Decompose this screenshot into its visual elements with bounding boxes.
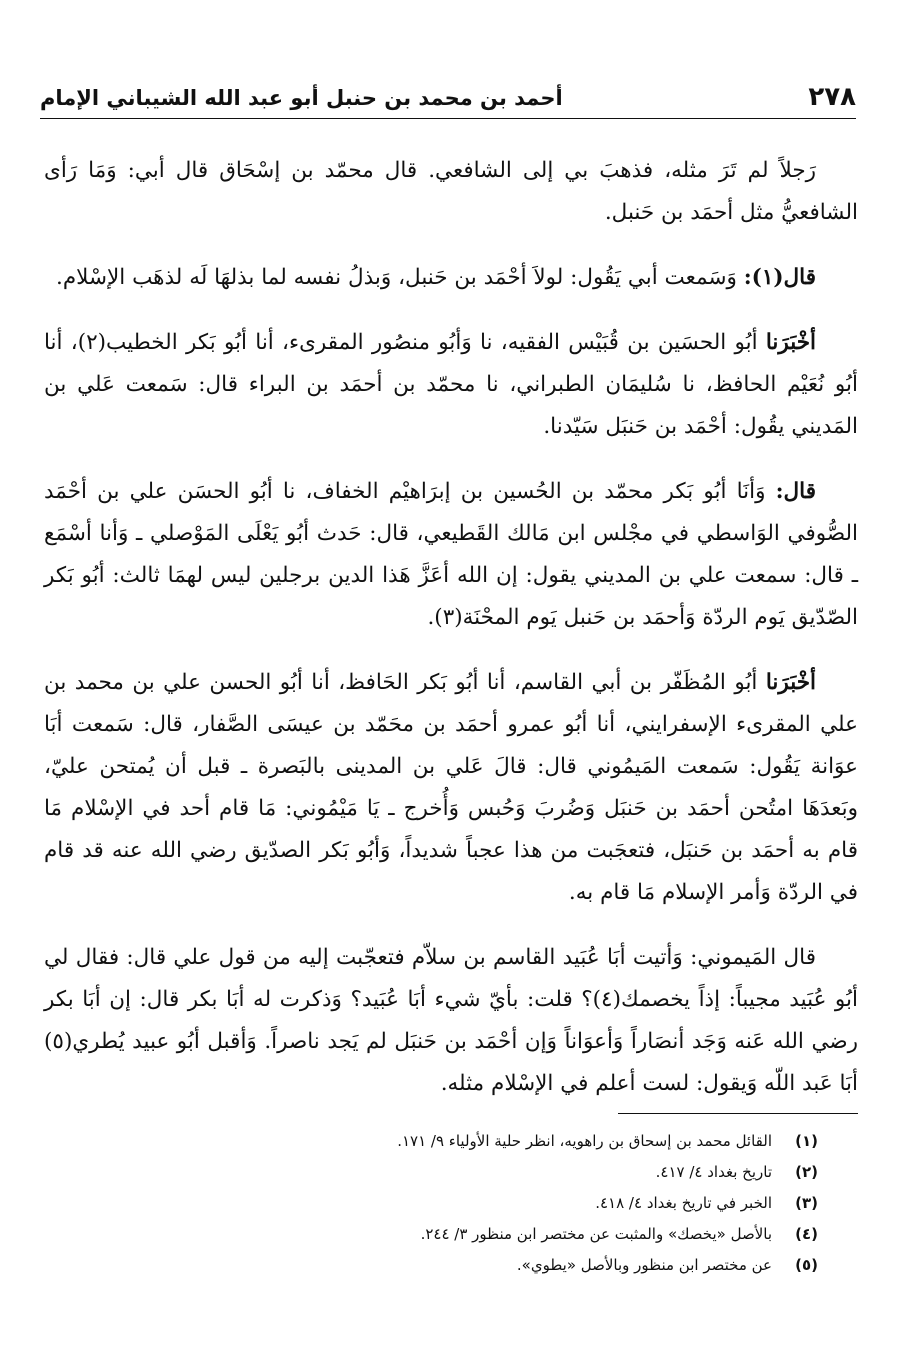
footnote-text: القائل محمد بن إسحاق بن راهويه، انظر حلية الأولياء ٩/ ١٧١. [397, 1132, 772, 1150]
paragraph [44, 150, 858, 234]
footnote [60, 1188, 818, 1219]
footnote [60, 1157, 818, 1188]
footnote-text: تاريخ بغداد ٤/ ٤١٧. [655, 1163, 772, 1181]
footnote-text: بالأصل «يخصك» والمثبت عن مختصر ابن منظور ٣/ ٢٤٤. [420, 1225, 772, 1243]
paragraph-text: وَسَمعت أبي يَقُول: لولاَ أحْمَد بن حَنبل، وَبذلُ نفسه لما بذلهَا لَه لذهَب الإسْلام. [56, 265, 737, 290]
paragraph-text: أبُو المُظَفّر بن أبي القاسم، أنا أبُو بَكر الحَافظ، أنا أبُو الحسن علي بن محمد بن علي المقرىء الإسفرايني، أنا أبُو عمرو أحمَد بن محَمّد بن عيسَى الصَّفار، قال: سَمعت أبَا عوَانة يَقُول: سَمعت المَيمُوني قال: قالَ عَلي بن المدينى بالبَصرة ـ قبل أن يُمتحن عليّ، وبَعدَهَا امتُحن أحمَد بن حَنبَل وَضُربَ وَحُبس وَأُخرج ـ يَا مَيْمُوني: مَا قام أحد في الإسْلام مَا قام به أحمَد بن حَنبَل، فتعجَبت من هذا عجباً شديداً، وَأبُو بَكر الصدّيق رضي الله عنه قد قام في الردّة وَأمر الإسلام مَا قام به. [44, 670, 858, 905]
paragraph-text: رَجلاً لم تَرَ مثله، فذهبَ بي إلى الشافعي. قال محمّد بن إسْحَاق قال أبي: وَمَا رَأى الشافعيُّ مثل أحمَد بن حَنبل. [44, 158, 858, 225]
footnote [60, 1126, 818, 1157]
paragraph [44, 937, 858, 1105]
main-text [44, 150, 858, 1128]
paragraph [44, 471, 858, 639]
footnote-text: الخبر في تاريخ بغداد ٤/ ٤١٨. [595, 1194, 772, 1212]
paragraph [44, 257, 858, 299]
footnote-number: (٥) [795, 1256, 818, 1274]
paragraph-text: وَأنَا أبُو بَكر محمّد بن الحُسين بن إبرَاهيْم الخفاف، نا أبُو الحسَن علي بن أحْمَد الصُّوفي الوَاسطي في مجْلس ابن مَالك القَطيعي، قال: حَدث أبُو يَعْلَى المَوْصلي ـ وَأنا أسْمَع ـ قال: سمعت علي بن المديني يقول: إن الله أعَزَّ هَذا الدين برجلين ليس لهمَا ثالث: أبُو بَكر الصّدّيق يَوم الردّة وَأحمَد بن حَنبل يَوم المحْنَة(٣). [44, 479, 858, 630]
running-title: أحمد بن محمد بن حنبل أبو عبد الله الشيباني الإمام [40, 86, 563, 110]
paragraph-lead: أخْبَرَنا [765, 670, 816, 695]
paragraph-lead: قال: [775, 479, 816, 504]
footnotes [60, 1126, 818, 1281]
paragraph [44, 662, 858, 914]
paragraph-text: قال المَيموني: وَأتيت أبَا عُبَيد القاسم بن سلاّم فتعجّبت إليه من قول علي قال: فقال لي أبُو عُبَيد مجيباً: إذاً يخصمك(٤)؟ قلت: بأيّ شيء أبَا عُبَيد؟ وَذكرت له أبَا بكر قال: إن أبَا بكر رضي الله عَنه وَجَد أنصَاراً وَأعوَاناً وَإن أحْمَد بن حَنبَل لم يَجد ناصراً. وَأقبل أبُو عبيد يُطري(٥) أبَا عَبد اللّه وَيقول: لست أعلم في الإسْلام مثله. [44, 945, 858, 1096]
paragraph [44, 322, 858, 448]
footnote-number: (٤) [795, 1225, 818, 1243]
footnote-number: (٣) [795, 1194, 818, 1212]
paragraph-lead: قال(١): [743, 265, 816, 290]
footnote-number: (١) [795, 1132, 818, 1150]
footnote-number: (٢) [795, 1163, 818, 1181]
footnote [60, 1219, 818, 1250]
page-number: ٢٧٨ [808, 82, 856, 112]
footnote [60, 1250, 818, 1281]
footnote-text: عن مختصر ابن منظور وبالأصل «يطوي». [516, 1256, 772, 1274]
paragraph-text: أبُو الحسَين بن قُبَيْس الفقيه، نا وَأبُو منصُور المقرىء، أنا أبُو بَكر الخطيب(٢)، أنا أبُو نُعَيْم الحافظ، نا سُليمَان الطبراني، نا محمّد بن أحمَد بن البراء قال: سَمعت عَلي بن المَديني يقُول: أحْمَد بن حَنبَل سَيّدنا. [44, 330, 858, 439]
page-header [40, 82, 856, 119]
paragraph-lead: أخْبَرَنا [765, 330, 817, 355]
footnote-divider [618, 1113, 858, 1114]
